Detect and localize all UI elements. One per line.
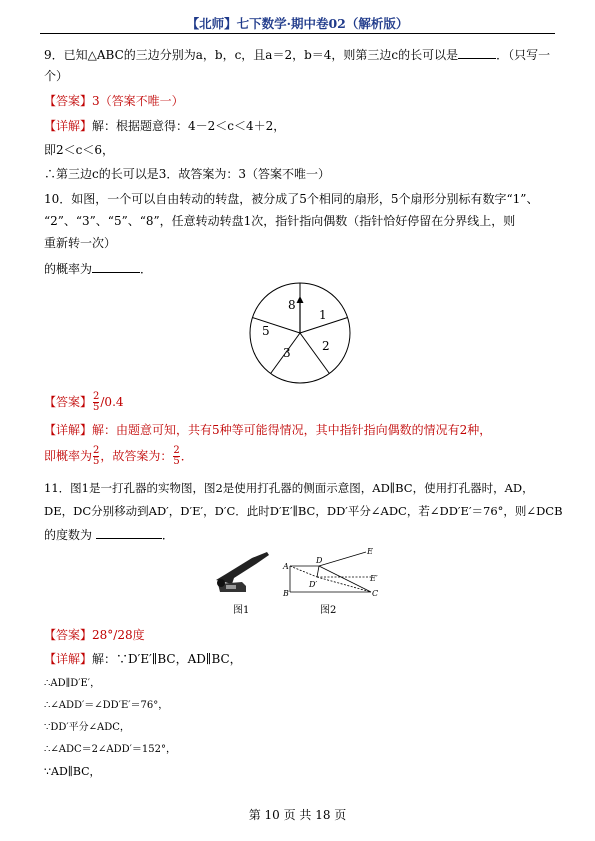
q9-stem-text: 9．已知△ABC的三边分别为a，b，c，且a＝2，b＝4，则第三边c的长可以是 — [44, 48, 459, 62]
q10-step1-fraction — [93, 446, 99, 467]
figure1-caption: 图1 — [233, 605, 250, 616]
q11-step2: ∴∠ADD′＝∠DD′E′＝76°， — [44, 700, 169, 711]
page-header: 【北师】七下数学·期中卷02（解析版） — [186, 16, 409, 31]
q9-detail — [44, 118, 285, 134]
q11-step5: ∵AD∥BC， — [44, 765, 101, 778]
spinner-figure — [245, 278, 355, 388]
q10-stem-line3: 重新转一次） — [44, 236, 117, 250]
q10-answer-fraction — [93, 392, 99, 413]
segment-dc — [319, 566, 371, 592]
q10-step1 — [44, 446, 193, 467]
q10-answer-blank — [92, 260, 140, 273]
q9-answer-blank — [458, 46, 496, 59]
q10-step1-a: 即概率为 — [44, 449, 93, 463]
q10-stem-end: ． — [140, 262, 153, 276]
q9-detail-tag: 【详解】 — [44, 119, 93, 133]
q11-step4: ∴∠ADC＝2∠ADD′＝152°， — [44, 744, 176, 755]
q11-detail-tag: 【详解】 — [44, 652, 93, 666]
q11-stem-line3 — [44, 526, 174, 543]
q11-answer-text: 28°/28度 — [92, 628, 145, 642]
pointer-arrow-icon — [297, 296, 304, 303]
point-label-e: E — [367, 547, 373, 556]
q10-detail-tag: 【详解】 — [44, 423, 93, 437]
point-label-e-prime: E′ — [370, 574, 378, 583]
point-label-d-prime: D′ — [309, 580, 318, 589]
header-divider — [40, 33, 555, 34]
q10-stem-line4 — [44, 260, 152, 277]
q9-answer-text: 3（答案不唯一） — [92, 94, 184, 108]
point-label-a: A — [283, 562, 289, 571]
q10-stem-text: 的概率为 — [44, 262, 93, 276]
q11-step1: ∴AD∥D′E′， — [44, 678, 101, 689]
q9-answer — [44, 93, 184, 109]
q11-stem-line2: DE，DC分别移动到AD′，D′E′，D′C．此时D′E′∥BC，DD′平分∠ADC，若∠DD′E′＝76°，则∠DCB — [44, 504, 563, 518]
spinner-label-1: 1 — [319, 308, 327, 322]
q11-stem-end: ． — [161, 528, 174, 542]
spinner-divider — [252, 318, 300, 334]
q9-step1: 即2＜c＜6， — [44, 143, 114, 157]
segment-de — [319, 552, 366, 566]
fraction-denominator: 5 — [93, 456, 100, 467]
fraction-numerator: 2 — [93, 391, 100, 402]
q11-answer — [44, 627, 145, 643]
q11-step3: ∵DD′平分∠ADC， — [44, 722, 130, 733]
q10-stem-line2: “2”、“3”、“5”、“8”，任意转动转盘1次，指针指向偶数（指针恰好停留在分界线上，则 — [44, 214, 516, 228]
fraction-numerator: 2 — [173, 445, 180, 456]
q9-stem-line1 — [44, 46, 550, 63]
q11-detail — [44, 651, 242, 667]
point-label-d: D — [316, 556, 323, 565]
q10-answer — [44, 392, 124, 413]
q10-detail-text: 解：由题意可知，共有5种等可能得情况，其中指针指向偶数的情况有2种， — [92, 423, 492, 437]
spinner-label-2: 2 — [322, 339, 330, 353]
q10-step1-fraction-2 — [173, 446, 179, 467]
q9-step2: ∴第三边c的长可以是3．故答案为：3（答案不唯一） — [44, 167, 330, 181]
q10-step1-c: ． — [180, 449, 193, 463]
figure2-caption: 图2 — [320, 605, 337, 616]
q11-stem-line1: 11．图1是一打孔器的实物图，图2是使用打孔器的侧面示意图，AD∥BC，使用打孔器时，AD， — [44, 481, 534, 495]
segment-dd-prime — [317, 566, 319, 577]
q9-answer-tag: 【答案】 — [44, 94, 93, 108]
fraction-denominator: 5 — [93, 402, 100, 413]
point-label-b: B — [283, 589, 289, 598]
hole-punch-photo — [212, 548, 272, 598]
page-footer: 第 10 页 共 18 页 — [248, 808, 347, 822]
q11-stem-text: 的度数为 — [44, 528, 93, 542]
punch-handle — [216, 552, 269, 584]
segment-d-prime-c — [317, 577, 371, 592]
punch-pivot — [217, 579, 225, 587]
spinner-label-3: 3 — [283, 346, 291, 360]
punch-slot — [226, 585, 236, 589]
spinner-label-5: 5 — [262, 324, 270, 338]
geometry-figure — [281, 546, 381, 600]
q11-detail-text: 解：∵D′E′∥BC，AD∥BC， — [92, 652, 242, 666]
q10-answer-tag: 【答案】 — [44, 395, 93, 409]
q10-answer-alt: /0.4 — [100, 395, 124, 409]
q11-answer-blank — [96, 526, 162, 539]
q10-stem-line1: 10．如图，一个可以自由转动的转盘，被分成了5个相同的扇形，5个扇形分别标有数字“1”、 — [44, 192, 539, 206]
q11-answer-tag: 【答案】 — [44, 628, 93, 642]
fraction-numerator: 2 — [93, 445, 100, 456]
q10-step1-b: ，故答案为： — [100, 449, 173, 463]
fraction-denominator: 5 — [173, 456, 180, 467]
q9-stem-line2: 个） — [44, 69, 69, 83]
spinner-label-8: 8 — [288, 298, 296, 312]
q9-stem-end: ．（只写一 — [496, 48, 551, 62]
q10-detail — [44, 422, 491, 438]
point-label-c: C — [372, 589, 379, 598]
segment-ad-prime — [290, 566, 317, 577]
q9-detail-text: 解：根据题意得：4－2＜c＜4＋2， — [92, 119, 286, 133]
